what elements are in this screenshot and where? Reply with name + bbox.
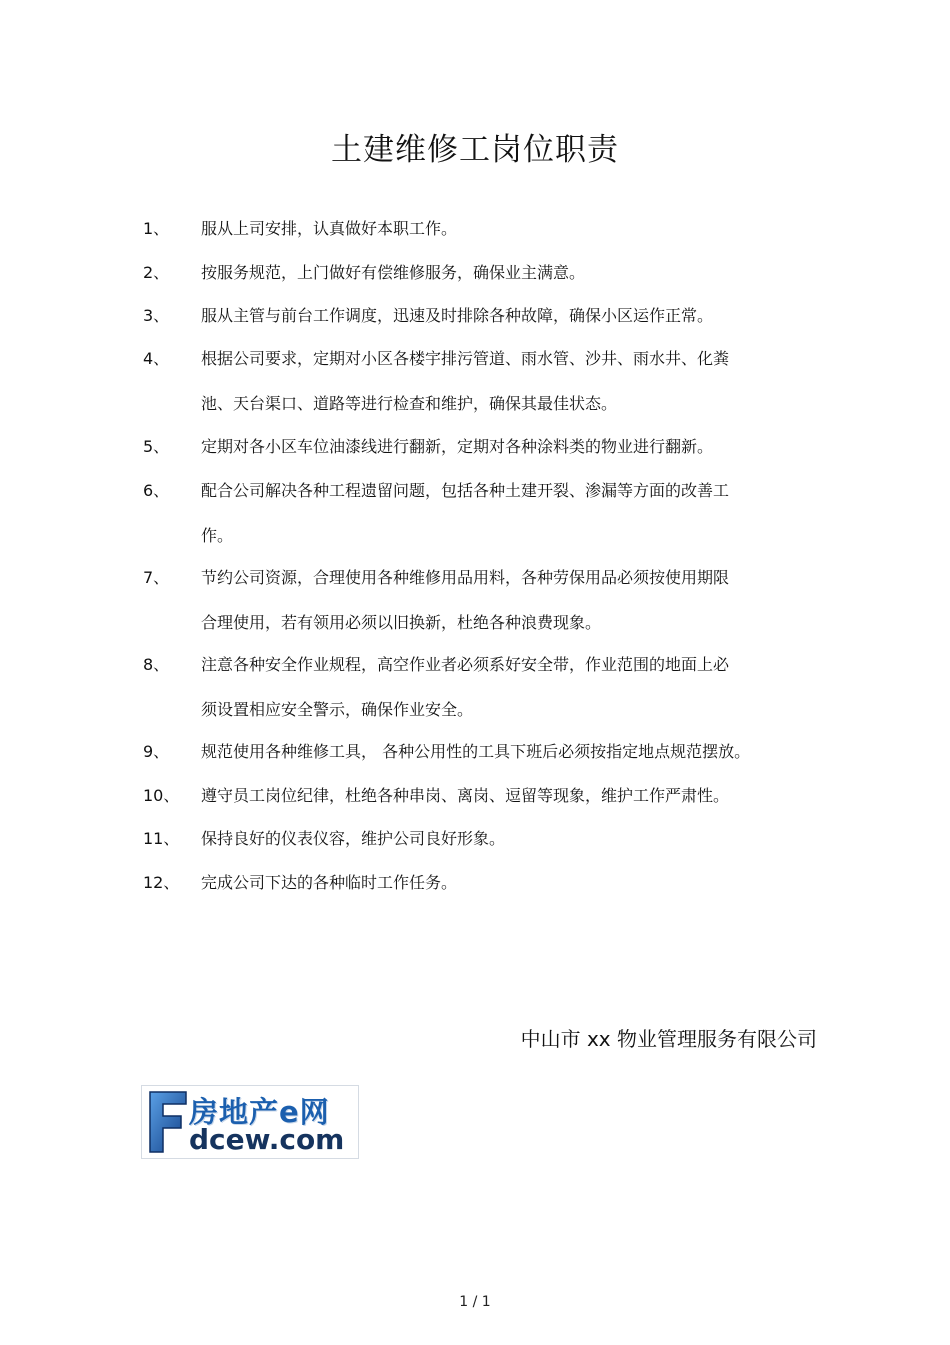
item-text-continued: 合理使用，若有领用必须以旧换新，杜绝各种浪费现象。 bbox=[201, 613, 602, 632]
item-text: 注意各种安全作业规程，高空作业者必须系好安全带，作业范围的地面上必 bbox=[201, 655, 730, 674]
item-text: 节约公司资源，合理使用各种维修用品用料，各种劳保用品必须按使用期限 bbox=[201, 568, 730, 587]
item-text: 定期对各小区车位油漆线进行翻新，定期对各种涂料类的物业进行翻新。 bbox=[201, 437, 714, 456]
item-text: 保持良好的仪表仪容，维护公司良好形象。 bbox=[201, 829, 506, 848]
logo-domain-text: dcew.com bbox=[189, 1123, 345, 1156]
item-text: 按服务规范，上门做好有偿维修服务，确保业主满意。 bbox=[201, 263, 586, 282]
company-signature: 中山市 xx 物业管理服务有限公司 bbox=[520, 1027, 817, 1051]
item-text-continued: 作。 bbox=[201, 526, 234, 545]
item-number: 5、 bbox=[143, 437, 170, 456]
item-text-continued: 须设置相应安全警示，确保作业安全。 bbox=[201, 700, 474, 719]
item-text: 完成公司下达的各种临时工作任务。 bbox=[201, 873, 458, 892]
item-number: 8、 bbox=[143, 655, 170, 674]
item-number: 1、 bbox=[143, 219, 170, 238]
item-text: 规范使用各种维修工具， 各种公用性的工具下班后必须按指定地点规范摆放。 bbox=[201, 742, 751, 761]
page-title: 土建维修工岗位职责 bbox=[331, 132, 619, 168]
page-indicator: 1 / 1 bbox=[459, 1294, 491, 1310]
item-number: 6、 bbox=[143, 481, 170, 500]
item-text: 配合公司解决各种工程遗留问题，包括各种土建开裂、渗漏等方面的改善工 bbox=[201, 481, 730, 500]
logo-chinese-text: 房地产e网 bbox=[189, 1095, 330, 1129]
site-logo[interactable] bbox=[142, 1086, 358, 1158]
item-number: 7、 bbox=[143, 568, 170, 587]
f-letter-icon bbox=[148, 1090, 188, 1154]
item-text: 根据公司要求，定期对小区各楼宇排污管道、雨水管、沙井、雨水井、化粪 bbox=[201, 349, 730, 368]
item-number: 11、 bbox=[143, 829, 180, 848]
item-text: 遵守员工岗位纪律，杜绝各种串岗、离岗、逗留等现象，维护工作严肃性。 bbox=[201, 786, 730, 805]
item-number: 10、 bbox=[143, 786, 180, 805]
item-number: 3、 bbox=[143, 306, 170, 325]
item-number: 4、 bbox=[143, 349, 170, 368]
item-number: 2、 bbox=[143, 263, 170, 282]
item-text: 服从上司安排，认真做好本职工作。 bbox=[201, 219, 458, 238]
item-number: 12、 bbox=[143, 873, 180, 892]
item-text-continued: 池、天台渠口、道路等进行检查和维护，确保其最佳状态。 bbox=[201, 394, 618, 413]
item-text: 服从主管与前台工作调度，迅速及时排除各种故障，确保小区运作正常。 bbox=[201, 306, 714, 325]
item-number: 9、 bbox=[143, 742, 170, 761]
